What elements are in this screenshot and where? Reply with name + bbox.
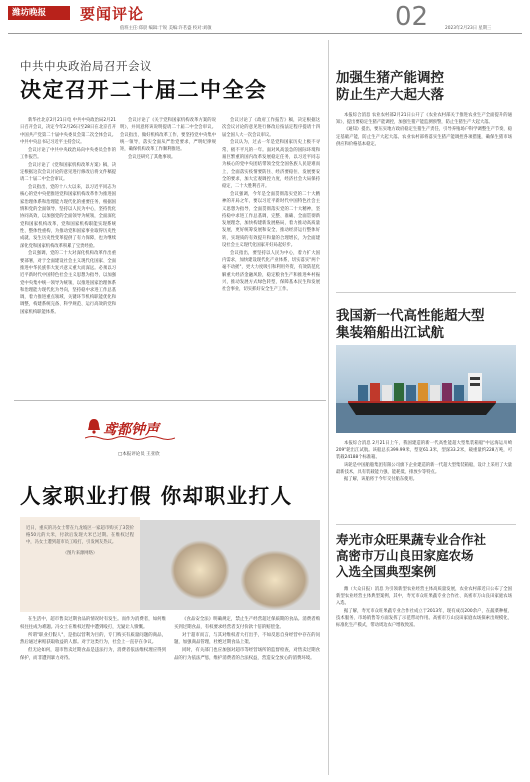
wave-ornament bbox=[85, 435, 175, 441]
headline-line: 加强生猪产能调控 bbox=[336, 70, 444, 86]
side-story-paragraph: 《通知》提出，要压实地方政府稳定生猪生产责任，引导养殖场户科学调整生产节奏，稳定基础产能，防止生产大起大落。农业农村部将落实生猪产能调控各项措施，确保生猪市场供应和价格基本稳定。 bbox=[336, 127, 512, 147]
side-story-paragraph: 据了解，寿光市众旺果蔬专业合作社成立于2013年，现有成员200余户，在蔬菜种植、技术服务、市场销售等方面发挥了示范带动作用。高密市万山良田家庭农场探索出规模化、标准化生产模式，带动周边农户增收致富。 bbox=[336, 608, 512, 629]
masthead bbox=[0, 0, 530, 36]
main-story-paragraph: 会议认为，过去一年是党和国家历史上极不寻常、极不平凡的一年。面对风高浪急的国际环境和艰巨繁重的国内改革发展稳定任务，以习近平同志为核心的党中央团结带领全党全国各族人民迎难而上，全面落实疫情要防住、经济要稳住、发展要安全的要求，加大宏观调控力度，经济社会大局保持稳定，二十大胜利召开。 bbox=[222, 140, 320, 190]
container-ship-illustration bbox=[336, 345, 516, 433]
main-story-column-1 bbox=[20, 117, 116, 389]
commentary-byline: □本报评论员 王亚欣 bbox=[118, 452, 160, 457]
bell-icon bbox=[85, 417, 103, 435]
commentary-paragraph: 《食品安全法》明确规定，禁止生产经营超过保质期的食品。消费者购买到过期食品，有权要求经营者支付价款十倍的赔偿金。 bbox=[174, 617, 320, 630]
side-story-3-headline bbox=[336, 532, 486, 580]
editor-credits: 值班主任:郑晨 编辑:于锐 美编:许茗盛 校对:刘敏 bbox=[120, 26, 212, 31]
side-story-paragraph: 本报综合消息 农业农村部2月21日公开了《农业农村部关于推进农业生产全面提升的通知》，提出要稳定生猪产能调控，加强生猪产能监测预警，防止生猪生产大起大落。 bbox=[336, 113, 512, 126]
main-story-paragraph: 会议讨论了《政府工作报告》稿，决定根据这次会议讨论的意见进行修改后按法定程序提请十四届全国人大一次会议审议。 bbox=[222, 118, 320, 138]
commentary-paragraph: 所谓"职业打假人"，是指以营利为目的，专门购买有质量问题的商品，然后通过索赔获取收益的人群。对于这类行为，社会上一直存在争议。 bbox=[20, 632, 166, 645]
side-story-1-headline bbox=[336, 70, 444, 104]
masthead-rule bbox=[8, 33, 522, 34]
side-story-paragraph: 潍（大众日报）消息 为引领新型农业经营主体高质量发展，农业农村部近日公布了全国新型农业经营主体典型案例，其中，寿光市众旺果蔬专业合作社、高密市万山良田家庭农场入选。 bbox=[336, 587, 512, 607]
side-story-3-body bbox=[336, 586, 512, 774]
main-story-paragraph: 会议讨论了中共中央政治局向中央委员会作的工作报告。 bbox=[20, 147, 116, 160]
commentary-column-1 bbox=[20, 616, 166, 772]
side-story-paragraph: 据了解，该船将于今年交付船东使用。 bbox=[344, 477, 418, 483]
section-title: 要闻评论 bbox=[80, 5, 145, 23]
main-story-paragraph: 会议强调，党的二十大对深化机构改革作出重要部署，对于全面建设社会主义现代化国家、全面推进中华民族伟大复兴意义重大而深远。必须以习近平新时代中国特色社会主义思想为指导，以加强党中央集中统一领导为统领，以推进国家治理体系和治理能力现代化为导向，坚持稳中求进工作总基调，着力推进重点领域、关键环节机构职能优化和调整，构建系统完备、科学规范、运行高效的党和国家机构职能体系。 bbox=[20, 251, 116, 315]
side-story-paragraph: 本报综合消息 2月21日上午，我国建造的新一代高性能超大型集装箱船"中远海运川崎209"轮出江试航。该船总长399.99米，型宽61.3米，型深33.2米，载重量约228万吨，可装载24188个标准箱。 bbox=[336, 441, 512, 461]
photo-highlight bbox=[170, 540, 230, 600]
main-story-headline: 决定召开二十届二中全会 bbox=[20, 78, 268, 102]
photo-caption-text: 近日，重庆的冯女士带在九龙坡区一家超市购买了3袋价格50元的大米，付款后发现大米已过期。在维权过程中，冯女士遭到超市员工殴打，引发网友热议。 bbox=[26, 526, 134, 546]
main-story-paragraph: 会议指出，党的十八大以来，以习近平同志为核心的党中央把推进党和国家机构改革作为推进国家治理体系和治理能力现代化的重要任务，根据国情和党的全面领导、坚持以人民为中心，坚持优化协同高效，以加强党的全面领导为统领，全面深化党和国家机构改革，党和国家机构职能实现系统性、整体性重构，为推动党和国家事业取得历史性成就、发生历史性变革提供了有力保障，也为继续深化党和国家机构改革积累了宝贵经验。 bbox=[20, 185, 116, 249]
page-number: 02 bbox=[395, 2, 429, 32]
side-story-2-headline bbox=[336, 308, 485, 342]
issue-date: 2023年2月23日 星期三 bbox=[445, 26, 492, 31]
main-story-paragraph: 会议还研究了其他事项。 bbox=[128, 154, 176, 160]
column-divider bbox=[328, 40, 329, 775]
commentary-paragraph: 在生活中，超市售卖过期食品的情况时有发生。而作为消费者，如何维权往往成为难题。冯女士在维权过程中遭到殴打，无疑让人愤慨。 bbox=[20, 617, 166, 630]
headline-line: 防止生产大起大落 bbox=[336, 87, 444, 103]
headline-line: 寿光市众旺果蔬专业合作社 bbox=[336, 532, 487, 547]
column-badge-label: 鸢都钟声 bbox=[103, 422, 159, 438]
side-story-2-body bbox=[336, 440, 512, 520]
headline-line: 入选全国典型案例 bbox=[336, 564, 437, 579]
container-ship-photo bbox=[336, 345, 516, 433]
main-story-paragraph: 会议强调，今年是全面贯彻落实党的二十大精神的开局之年，要以习近平新时代中国特色社会主义思想为指导，全面贯彻落实党的二十大精神，坚持稳中求进工作总基调，完整、准确、全面贯彻新发展理念，加快构建新发展格局，着力推动高质量发展，更好统筹发展和安全，推动经济运行整体好转，实现质的有效提升和量的合理增长，为全面建设社会主义现代化国家开好局起好步。 bbox=[222, 191, 320, 249]
headline-line: 集装箱船出江试航 bbox=[336, 325, 444, 341]
commentary-headline: 人家职业打假 你却职业打人 bbox=[20, 484, 293, 508]
main-story-paragraph: 会议讨论了《关于党和国家机构改革方案的说明》，并同意将该说明提请二十届二中全会审议。会议指出，做好机构改革工作，要坚持党中央集中统一领导，落实全面从严治党要求，严明纪律规矩，确保机构改革工作顺利推进。 bbox=[120, 118, 216, 153]
photo-highlight bbox=[240, 550, 310, 610]
main-story-column-2 bbox=[120, 117, 216, 389]
headline-line: 我国新一代高性能超大型 bbox=[336, 308, 485, 324]
side-story-1-body bbox=[336, 112, 512, 274]
headline-line: 高密市万山良田家庭农场 bbox=[336, 548, 474, 563]
photo-credit: （图片来源网络） bbox=[62, 551, 98, 557]
side-story-paragraph: 该轮是中国船舶集团有限公司旗下企业建造的新一代超大型集装箱船，设计上采用了大量最新技术，具有装载能力强、能耗低、排放少等特点。 bbox=[336, 462, 512, 475]
commentary-paragraph: 对于超市而言，与其对维权者大打出手，不如反思自身经营中存在的问题，加强商品管理，杜绝过期食品上架。 bbox=[174, 632, 320, 645]
story-divider bbox=[336, 292, 516, 293]
main-story-paragraph: 新华社北京2月21日电 中共中央政治局2月21日召开会议，决定今年2月26日至28日在北京召开中国共产党第二十届中央委员会第二次全体会议。中共中央总书记习近平主持会议。 bbox=[20, 118, 116, 145]
photo-caption bbox=[20, 517, 140, 612]
main-story-paragraph: 会议讨论了《党和国家机构改革方案》稿，决定根据这次会议讨论的意见进行修改后将文件稿提请二十届二中全会审议。 bbox=[20, 162, 116, 183]
main-story-paragraph: 会议指出，要坚持以人民为中心，着力扩大国内需求，加快建设现代化产业体系，切实落实"两个毫不动摇"，更大力度吸引和利用外资，有效防范化解重大经济金融风险，稳定粮食生产和推进乡村振兴，推动发展方式绿色转型，保障基本民生和发展社会事业，切实抓好安全生产工作。 bbox=[222, 250, 320, 293]
main-story-kicker: 中共中央政治局召开会议 bbox=[20, 59, 152, 73]
commentary-paragraph: 但无论如何，超市售卖过期食品是违法行为，消费者依法维权理应得到保护，而非遭到暴力对待。 bbox=[20, 648, 166, 661]
commentary-paragraph: 同时，有关部门也应加强对超市等经营场所的监督检查，对售卖过期食品的行为依法严惩，维护消费者的合法权益，营造安全放心的消费环境。 bbox=[174, 648, 320, 661]
story-divider bbox=[336, 524, 516, 525]
story-divider bbox=[14, 400, 326, 401]
newspaper-logo: 潍坊晚报 bbox=[8, 6, 70, 20]
column-badge bbox=[85, 415, 175, 443]
main-story-column-3 bbox=[222, 117, 320, 389]
commentary-column-2 bbox=[174, 616, 320, 772]
